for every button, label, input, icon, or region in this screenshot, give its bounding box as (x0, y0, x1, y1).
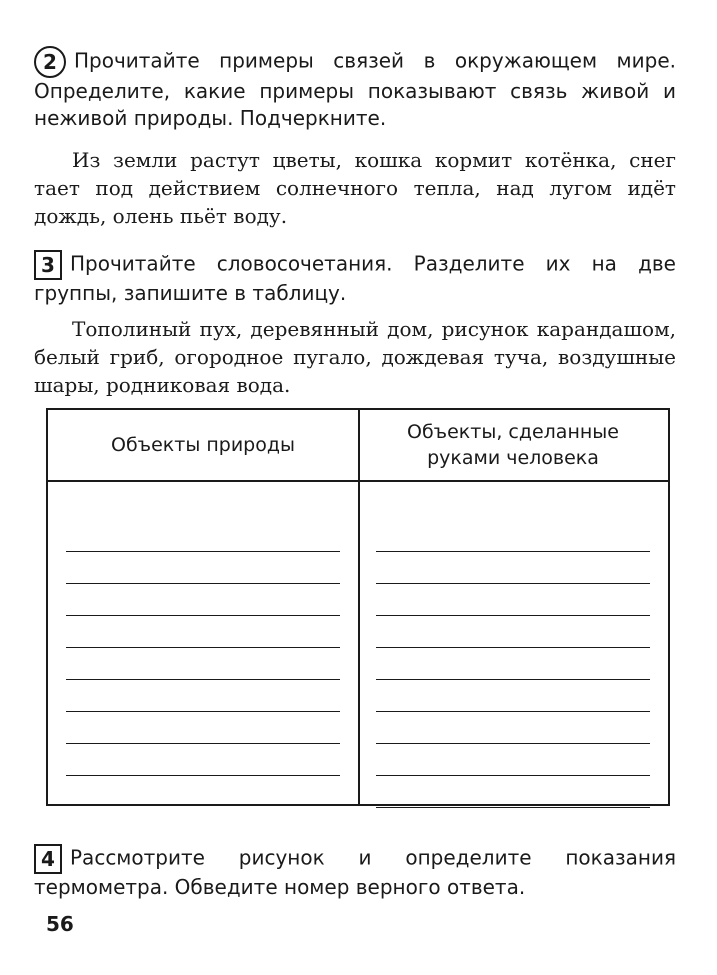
table-header-natural: Объекты природы (48, 410, 358, 482)
answer-table (46, 408, 670, 806)
answer-line[interactable] (66, 744, 340, 776)
answer-line[interactable] (376, 520, 650, 552)
answer-line[interactable] (66, 680, 340, 712)
task-2 (34, 46, 676, 230)
answer-line[interactable] (376, 616, 650, 648)
answer-line[interactable] (66, 552, 340, 584)
task-4 (34, 844, 676, 901)
table-header-manmade: Объекты, сделанные руками человека (358, 410, 668, 482)
task-number-badge: 4 (34, 844, 62, 874)
task-2-text: Из земли растут цветы, кошка кормит котёнка, снег тает под действием солнечного тепла, над лугом идёт дождь, олень пьёт воду. (34, 148, 676, 228)
answer-line[interactable] (376, 744, 650, 776)
task-number-badge: 3 (34, 250, 62, 280)
answer-line[interactable] (376, 552, 650, 584)
answer-line[interactable] (376, 712, 650, 744)
task-2-instruction: 2 Прочитайте примеры связей в окружающем мире. Определите, какие примеры показывают связь живой и неживой природы. Подчеркните. (34, 46, 676, 132)
answer-line[interactable] (66, 520, 340, 552)
answer-lines-manmade[interactable] (376, 520, 650, 808)
task-3-instruction: 3 Прочитайте словосочетания. Разделите их на две группы, запишите в таблицу. (34, 251, 676, 305)
answer-line[interactable] (376, 680, 650, 712)
answer-line[interactable] (66, 648, 340, 680)
task-4-instruction: 4 Рассмотрите рисунок и определите показания термометра. Обведите номер верного ответа. (34, 845, 676, 899)
page-number: 56 (46, 912, 74, 936)
answer-line[interactable] (66, 616, 340, 648)
task-number-badge: 2 (34, 46, 66, 78)
answer-line[interactable] (376, 776, 650, 808)
task-3-text: Тополиный пух, деревянный дом, рисунок карандашом, белый гриб, огородное пугало, дождевая туча, воздушные шары, родниковая вода. (34, 317, 676, 397)
answer-lines-natural[interactable] (66, 520, 340, 776)
table-column-natural (48, 410, 360, 804)
answer-line[interactable] (66, 584, 340, 616)
task-3 (34, 250, 676, 399)
answer-line[interactable] (376, 648, 650, 680)
answer-line[interactable] (66, 712, 340, 744)
table-column-manmade (358, 410, 668, 804)
answer-line[interactable] (376, 584, 650, 616)
